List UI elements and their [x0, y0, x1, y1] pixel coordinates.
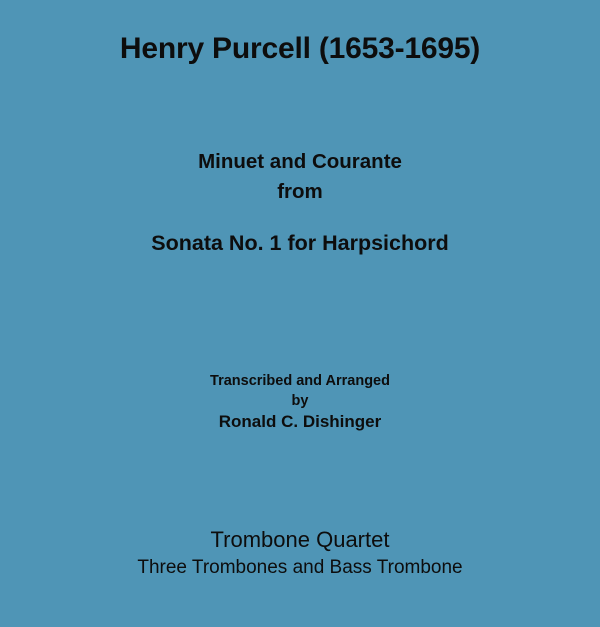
source-work-title: Sonata No. 1 for Harpsichord [151, 231, 449, 255]
arranger-name: Ronald C. Dishinger [218, 412, 382, 431]
composer-heading: Henry Purcell (1653-1695) [119, 32, 481, 65]
work-from: from [277, 180, 323, 203]
work-title: Minuet and Courante [198, 150, 402, 173]
instrumentation: Three Trombones and Bass Trombone [137, 557, 463, 578]
credit-label: Transcribed and Arranged [210, 373, 390, 389]
ensemble-name: Trombone Quartet [210, 527, 390, 552]
credit-by: by [291, 393, 309, 409]
